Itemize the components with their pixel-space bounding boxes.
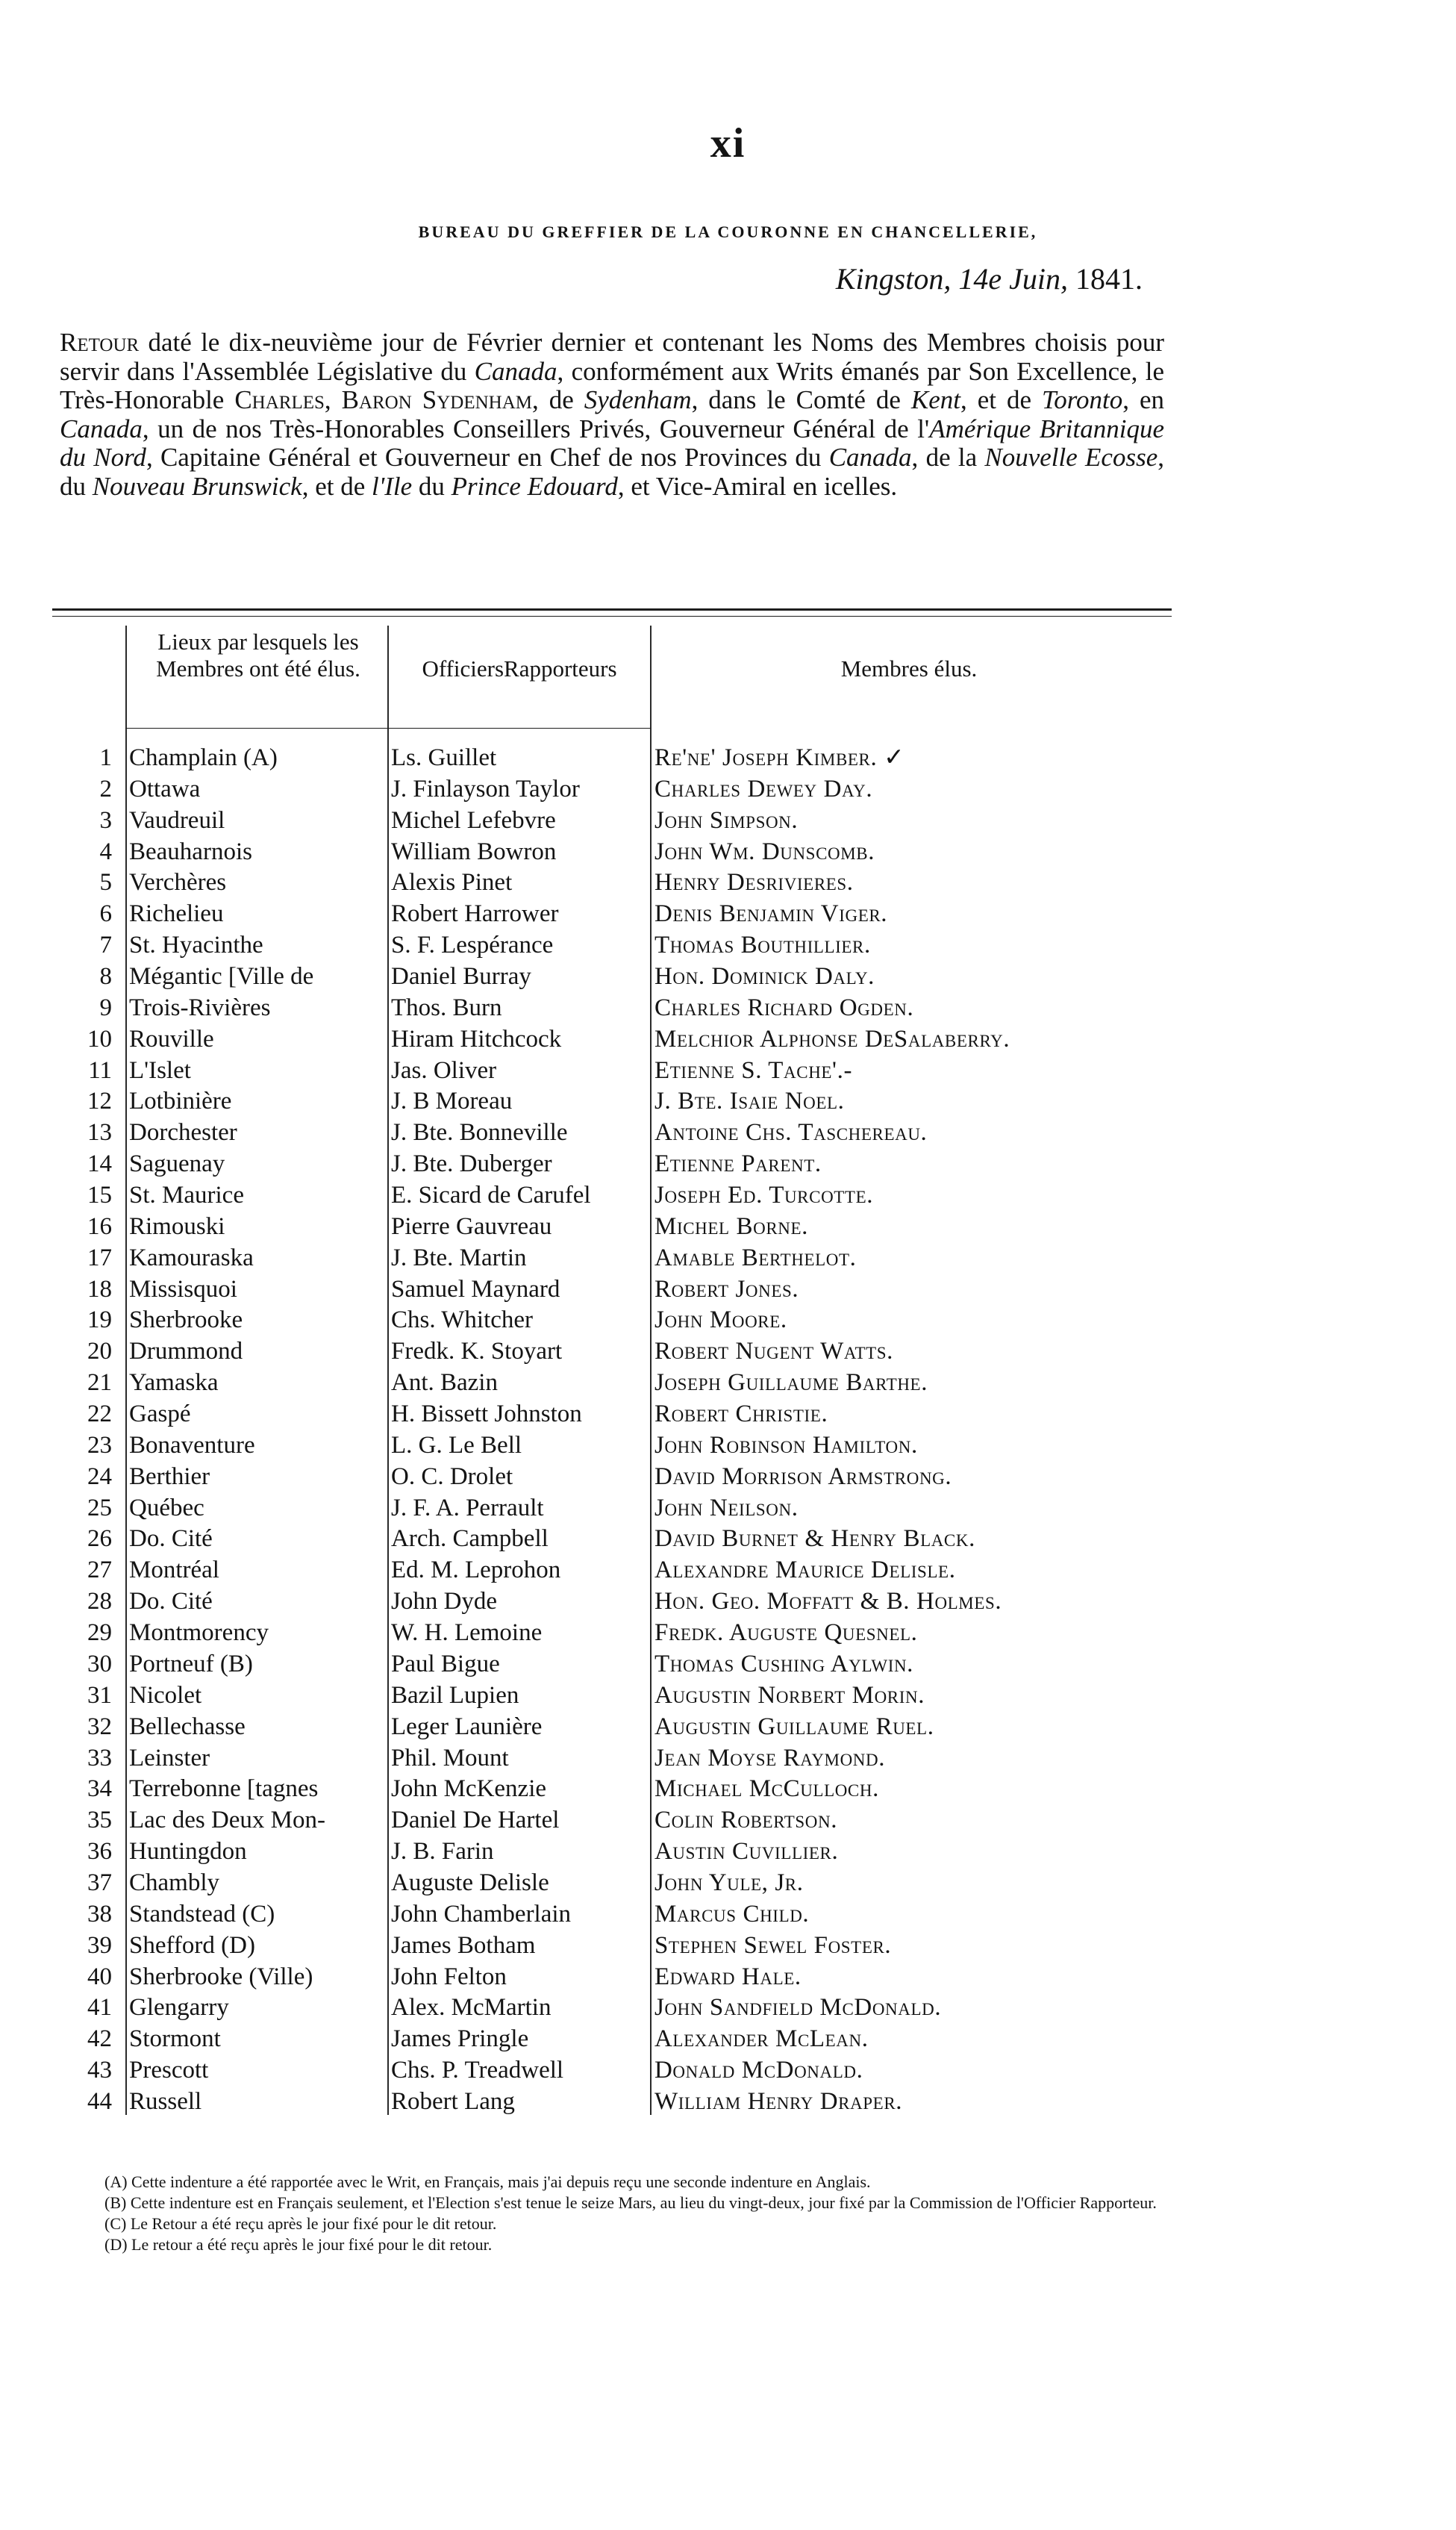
row-officier: W. H. Lemoine	[391, 1619, 543, 1647]
row-membre: Henry Desrivieres.	[654, 869, 854, 897]
row-membre: Thomas Bouthillier.	[654, 932, 871, 959]
intro-italic: Canada	[828, 443, 912, 472]
row-lieu: Gaspé	[129, 1400, 191, 1428]
table-row	[0, 1305, 1456, 1336]
row-number: 33	[87, 1744, 112, 1772]
table-row	[0, 1430, 1456, 1462]
row-membre: David Morrison Armstrong.	[654, 1462, 952, 1490]
row-officier: Auguste Delisle	[391, 1869, 549, 1896]
intro-italic: Nouveau Brunswick	[92, 471, 302, 501]
page-number: xi	[710, 120, 746, 166]
table-row	[0, 1992, 1456, 2024]
row-number: 11	[88, 1056, 112, 1084]
row-number: 43	[87, 2057, 112, 2084]
row-number: 23	[87, 1431, 112, 1459]
row-lieu: Verchères	[129, 869, 227, 897]
row-lieu: St. Hyacinthe	[129, 932, 263, 959]
table-row	[0, 1086, 1456, 1118]
table-row	[0, 1868, 1456, 1899]
header-officiers: OfficiersRapporteurs	[422, 655, 617, 682]
row-officier: John Dyde	[391, 1588, 498, 1615]
table-row	[0, 1368, 1456, 1399]
dateline-day: 14e	[958, 262, 1002, 296]
row-membre: Hon. Dominick Daly.	[654, 963, 875, 991]
row-lieu: L'Islet	[129, 1056, 191, 1084]
row-officier: J. B. Farin	[391, 1838, 494, 1866]
table-row	[0, 2087, 1456, 2118]
row-membre: Denis Benjamin Viger.	[654, 900, 888, 928]
intro-text: , du	[60, 443, 1164, 501]
table-row	[0, 1931, 1456, 1962]
header-lieux: Lieux par lesquels les Membres ont été élus.	[156, 629, 360, 682]
row-number: 28	[87, 1588, 112, 1615]
intro-italic: Nouvelle Ecosse	[984, 443, 1158, 472]
table-row	[0, 930, 1456, 962]
row-officier: Ed. M. Leprohon	[391, 1557, 561, 1584]
row-lieu: Saguenay	[129, 1150, 225, 1178]
row-officier: Paul Bigue	[391, 1650, 500, 1677]
table-row	[0, 1836, 1456, 1868]
dateline-month: Juin,	[1009, 262, 1068, 296]
row-officier: J. Bte. Martin	[391, 1244, 527, 1271]
row-number: 25	[87, 1494, 112, 1521]
row-officier: J. F. A. Perrault	[391, 1494, 544, 1521]
row-lieu: Bonaventure	[129, 1431, 255, 1459]
table-row	[0, 962, 1456, 993]
table-row	[0, 1180, 1456, 1212]
footnote: (C) Le Retour a été reçu après le jour fixé pour le dit retour.	[104, 2214, 497, 2233]
row-number: 18	[87, 1275, 112, 1303]
row-number: 6	[99, 900, 112, 928]
row-number: 42	[87, 2025, 112, 2053]
row-membre: Augustin Norbert Morin.	[654, 1681, 925, 1709]
table-row	[0, 1586, 1456, 1618]
row-number: 14	[87, 1150, 112, 1178]
table-row	[0, 1774, 1456, 1805]
table-row	[0, 899, 1456, 930]
row-membre: Stephen Sewel Foster.	[654, 1931, 892, 1959]
table-row	[0, 1712, 1456, 1743]
row-membre: Michel Borne.	[654, 1212, 808, 1240]
footnote: (B) Cette indenture est en Français seulement, et l'Election s'est tenue le seize Mars, au lieu du vingt-deux, jour fixé par la Commission de l'Officier Rapporteur.	[104, 2193, 1157, 2212]
row-number: 10	[87, 1025, 112, 1053]
row-membre: David Burnet & Henry Black.	[654, 1525, 975, 1553]
row-officier: J. Bte. Duberger	[391, 1150, 552, 1178]
row-membre: Edward Hale.	[654, 1963, 802, 1990]
row-officier: William Bowron	[391, 838, 557, 865]
row-lieu: Lotbinière	[129, 1088, 232, 1115]
table-row	[0, 1024, 1456, 1056]
row-officier: Chs. Whitcher	[391, 1306, 534, 1334]
table-row	[0, 743, 1456, 774]
table-row	[0, 1056, 1456, 1087]
row-number: 36	[87, 1838, 112, 1866]
row-number: 16	[87, 1212, 112, 1240]
table-row	[0, 1212, 1456, 1243]
row-number: 13	[87, 1119, 112, 1147]
row-officier: E. Sicard de Carufel	[391, 1182, 591, 1209]
row-lieu: Vaudreuil	[129, 806, 225, 834]
intro-italic: Canada	[60, 414, 143, 443]
table-row	[0, 1493, 1456, 1524]
row-membre: Re'ne' Joseph Kimber. ✓	[654, 744, 905, 771]
intro-text: du	[412, 471, 452, 501]
row-officier: James Pringle	[391, 2025, 529, 2053]
row-lieu: Russell	[129, 2087, 202, 2115]
row-membre: Melchior Alphonse DeSalaberry.	[654, 1025, 1010, 1053]
row-officier: J. Bte. Bonneville	[391, 1119, 568, 1147]
bureau-heading: BUREAU DU GREFFIER DE LA COURONNE EN CHANCELLERIE,	[418, 222, 1038, 241]
row-membre: Antoine Chs. Taschereau.	[654, 1119, 928, 1147]
intro-italic: Canada	[474, 356, 557, 386]
intro-text: , de	[531, 385, 584, 414]
intro-title: Charles, Baron Sydenham	[234, 385, 532, 414]
row-number: 4	[99, 838, 112, 865]
row-officier: H. Bissett Johnston	[391, 1400, 582, 1428]
row-membre: John Moore.	[654, 1306, 787, 1334]
row-officier: Robert Harrower	[391, 900, 559, 928]
row-lieu: Glengarry	[129, 1994, 229, 2022]
row-membre: Donald McDonald.	[654, 2057, 863, 2084]
header-membres: Membres élus.	[840, 655, 978, 682]
table-row	[0, 806, 1456, 837]
row-membre: John Neilson.	[654, 1494, 799, 1521]
row-membre: Charles Richard Ogden.	[654, 994, 914, 1021]
row-lieu: St. Maurice	[129, 1182, 244, 1209]
row-officier: Pierre Gauvreau	[391, 1212, 552, 1240]
row-lieu: Lac des Deux Mon-	[129, 1807, 326, 1834]
dateline	[836, 261, 1143, 296]
table-row	[0, 1618, 1456, 1649]
row-lieu: Sherbrooke	[129, 1306, 243, 1334]
row-membre: Robert Christie.	[654, 1400, 828, 1428]
row-officier: Fredk. K. Stoyart	[391, 1338, 563, 1365]
row-membre: Joseph Guillaume Barthe.	[654, 1369, 928, 1397]
table-row	[0, 1555, 1456, 1586]
row-membre: Charles Dewey Day.	[654, 775, 873, 803]
row-membre: Robert Jones.	[654, 1275, 799, 1303]
row-number: 21	[87, 1369, 112, 1397]
table-row	[0, 1680, 1456, 1712]
row-lieu: Rimouski	[129, 1212, 225, 1240]
row-membre: Etienne Parent.	[654, 1150, 822, 1178]
intro-text: , dans le Comté de	[691, 385, 911, 414]
intro-text: , Capitaine Général et Gouverneur en Chef de nos Provinces du	[146, 443, 829, 472]
row-lieu: Berthier	[129, 1462, 210, 1490]
row-membre: Fredk. Auguste Quesnel.	[654, 1619, 918, 1647]
row-membre: John Simpson.	[654, 806, 799, 834]
intro-lead: Retour	[60, 328, 140, 357]
row-number: 30	[87, 1650, 112, 1677]
row-number: 17	[87, 1244, 112, 1271]
row-membre: Augustin Guillaume Ruel.	[654, 1713, 934, 1740]
row-number: 2	[99, 775, 112, 803]
intro-text: , un de nos Très-Honorables Conseillers Privés, Gouverneur Général de l'	[142, 414, 930, 443]
row-number: 9	[99, 994, 112, 1021]
table-row	[0, 774, 1456, 806]
table-row	[0, 1149, 1456, 1180]
footnote: (A) Cette indenture a été rapportée avec le Writ, en Français, mais j'ai depuis reçu une seconde indenture en Anglais.	[104, 2172, 871, 2191]
row-membre: Robert Nugent Watts.	[654, 1338, 894, 1365]
row-officier: Hiram Hitchcock	[391, 1025, 562, 1053]
row-number: 35	[87, 1807, 112, 1834]
row-number: 38	[87, 1900, 112, 1928]
row-number: 31	[87, 1681, 112, 1709]
table-row	[0, 1805, 1456, 1836]
row-lieu: Shefford (D)	[129, 1931, 255, 1959]
intro-text: , conformément aux Writs émanés par Son Excellence, le Très-Honorable	[60, 356, 1164, 414]
row-officier: John Chamberlain	[391, 1900, 572, 1928]
intro-italic: Amérique Britannique du Nord	[60, 414, 1165, 472]
row-number: 37	[87, 1869, 112, 1896]
row-number: 20	[87, 1338, 112, 1365]
row-number: 3	[99, 806, 112, 834]
row-officier: Michel Lefebvre	[391, 806, 556, 834]
footnote: (D) Le retour a été reçu après le jour fixé pour le dit retour.	[104, 2235, 493, 2254]
row-lieu: Bellechasse	[129, 1713, 246, 1740]
row-number: 44	[87, 2087, 112, 2115]
table-row	[0, 1649, 1456, 1680]
row-lieu: Huntingdon	[129, 1838, 247, 1866]
row-lieu: Beauharnois	[129, 838, 252, 865]
row-number: 12	[87, 1088, 112, 1115]
footnotes	[60, 2172, 1179, 2256]
row-officier: Phil. Mount	[391, 1744, 509, 1772]
row-lieu: Kamouraska	[129, 1244, 254, 1271]
row-membre: John Robinson Hamilton.	[654, 1431, 918, 1459]
row-membre: Joseph Ed. Turcotte.	[654, 1182, 874, 1209]
row-lieu: Yamaska	[129, 1369, 219, 1397]
row-membre: Amable Berthelot.	[654, 1244, 857, 1271]
intro-text: , et de	[301, 471, 372, 501]
row-membre: Austin Cuvillier.	[654, 1838, 839, 1866]
row-lieu: Nicolet	[129, 1681, 202, 1709]
row-officier: Jas. Oliver	[391, 1056, 497, 1084]
row-lieu: Dorchester	[129, 1119, 237, 1147]
row-officier: Leger Launière	[391, 1713, 543, 1740]
row-lieu: Do. Cité	[129, 1588, 213, 1615]
intro-italic: Kent	[910, 385, 961, 414]
row-lieu: Ottawa	[129, 775, 201, 803]
row-officier: O. C. Drolet	[391, 1462, 513, 1490]
row-lieu: Drummond	[129, 1338, 243, 1365]
row-membre: Hon. Geo. Moffatt & B. Holmes.	[654, 1588, 1002, 1615]
table-row	[0, 1243, 1456, 1274]
row-number: 1	[99, 744, 112, 771]
intro-italic: Toronto	[1041, 385, 1123, 414]
table-row	[0, 1743, 1456, 1775]
row-lieu: Portneuf (B)	[129, 1650, 253, 1677]
row-membre: Thomas Cushing Aylwin.	[654, 1650, 914, 1677]
row-membre: Michael McCulloch.	[654, 1775, 879, 1803]
row-number: 29	[87, 1619, 112, 1647]
row-officier: Arch. Campbell	[391, 1525, 549, 1553]
row-lieu: Montmorency	[129, 1619, 269, 1647]
table-row	[0, 993, 1456, 1024]
row-membre: Marcus Child.	[654, 1900, 810, 1928]
intro-text: , et Vice-Amiral en icelles.	[617, 471, 898, 501]
table-row	[0, 1336, 1456, 1368]
row-lieu: Richelieu	[129, 900, 224, 928]
row-officier: Ant. Bazin	[391, 1369, 498, 1397]
row-lieu: Trois-Rivières	[129, 994, 271, 1021]
row-officier: John McKenzie	[391, 1775, 547, 1803]
row-officier: Robert Lang	[391, 2087, 515, 2115]
row-lieu: Prescott	[129, 2057, 209, 2084]
table-top-rule	[52, 608, 1172, 611]
intro-italic: Prince Edouard	[451, 471, 618, 501]
row-number: 34	[87, 1775, 112, 1803]
row-membre: J. Bte. Isaie Noel.	[654, 1088, 845, 1115]
row-officier: John Felton	[391, 1963, 507, 1990]
row-membre: Jean Moyse Raymond.	[654, 1744, 886, 1772]
table-row	[0, 1899, 1456, 1931]
intro-text: , de la	[911, 443, 985, 472]
intro-text: daté le dix-neuvième jour de Février dernier et contenant les Noms des Membres choisis pour servir dans l'Assemblée Législative du	[60, 328, 1164, 386]
row-membre: John Wm. Dunscomb.	[654, 838, 875, 865]
row-lieu: Stormont	[129, 2025, 221, 2053]
row-number: 5	[99, 869, 112, 897]
row-number: 15	[87, 1182, 112, 1209]
row-officier: Samuel Maynard	[391, 1275, 560, 1303]
row-officier: Alex. McMartin	[391, 1994, 552, 2022]
table-row	[0, 867, 1456, 899]
row-lieu: Missisquoi	[129, 1275, 237, 1303]
row-number: 26	[87, 1525, 112, 1553]
row-number: 40	[87, 1963, 112, 1990]
table-row	[0, 1462, 1456, 1493]
intro-text: , en	[1122, 385, 1165, 414]
row-lieu: Sherbrooke (Ville)	[129, 1963, 313, 1990]
row-number: 22	[87, 1400, 112, 1428]
row-lieu: Do. Cité	[129, 1525, 213, 1553]
table-row	[0, 1274, 1456, 1306]
row-lieu: Terrebonne [tagnes	[129, 1775, 319, 1803]
row-number: 32	[87, 1713, 112, 1740]
row-membre: Alexander McLean.	[654, 2025, 869, 2053]
row-lieu: Leinster	[129, 1744, 210, 1772]
row-lieu: Québec	[129, 1494, 204, 1521]
row-membre: John Yule, Jr.	[654, 1869, 804, 1896]
row-officier: Thos. Burn	[391, 994, 502, 1021]
row-lieu: Champlain (A)	[129, 744, 278, 771]
intro-paragraph	[60, 328, 1164, 501]
row-lieu: Chambly	[129, 1869, 219, 1896]
table-row	[0, 2024, 1456, 2055]
row-officier: J. B Moreau	[391, 1088, 513, 1115]
table-row	[0, 1118, 1456, 1149]
row-officier: S. F. Lespérance	[391, 932, 554, 959]
row-officier: Daniel De Hartel	[391, 1807, 560, 1834]
table-top-rule-2	[52, 616, 1172, 617]
row-number: 8	[99, 963, 112, 991]
row-officier: Bazil Lupien	[391, 1681, 519, 1709]
row-number: 24	[87, 1462, 112, 1490]
row-officier: Chs. P. Treadwell	[391, 2057, 564, 2084]
row-officier: Ls. Guillet	[391, 744, 497, 771]
row-officier: James Botham	[391, 1931, 536, 1959]
row-lieu: Montréal	[129, 1557, 219, 1584]
row-number: 39	[87, 1931, 112, 1959]
table-row	[0, 1962, 1456, 1993]
row-number: 19	[87, 1306, 112, 1334]
intro-text: , et de	[960, 385, 1042, 414]
intro-italic: l'Ile	[371, 471, 413, 501]
row-lieu: Standstead (C)	[129, 1900, 275, 1928]
row-officier: L. G. Le Bell	[391, 1431, 522, 1459]
intro-italic: Sydenham	[584, 385, 692, 414]
row-membre: Etienne S. Tache'.-	[654, 1056, 853, 1084]
row-number: 27	[87, 1557, 112, 1584]
table-row	[0, 837, 1456, 868]
row-number: 7	[99, 932, 112, 959]
table-row	[0, 1524, 1456, 1555]
table-row	[0, 2055, 1456, 2087]
dateline-year: 1841.	[1075, 262, 1143, 296]
row-lieu: Rouville	[129, 1025, 214, 1053]
row-officier: Daniel Burray	[391, 963, 531, 991]
dateline-place: Kingston,	[835, 262, 952, 296]
row-officier: Alexis Pinet	[391, 869, 513, 897]
table-body	[0, 743, 1456, 2118]
table-row	[0, 1399, 1456, 1430]
row-membre: Colin Robertson.	[654, 1807, 838, 1834]
row-number: 41	[87, 1994, 112, 2022]
row-membre: John Sandfield McDonald.	[654, 1994, 942, 2022]
row-officier: J. Finlayson Taylor	[391, 775, 580, 803]
row-lieu: Mégantic [Ville de	[129, 963, 314, 991]
row-membre: William Henry Draper.	[654, 2087, 903, 2115]
header-rule	[125, 728, 651, 729]
row-membre: Alexandre Maurice Delisle.	[654, 1557, 956, 1584]
